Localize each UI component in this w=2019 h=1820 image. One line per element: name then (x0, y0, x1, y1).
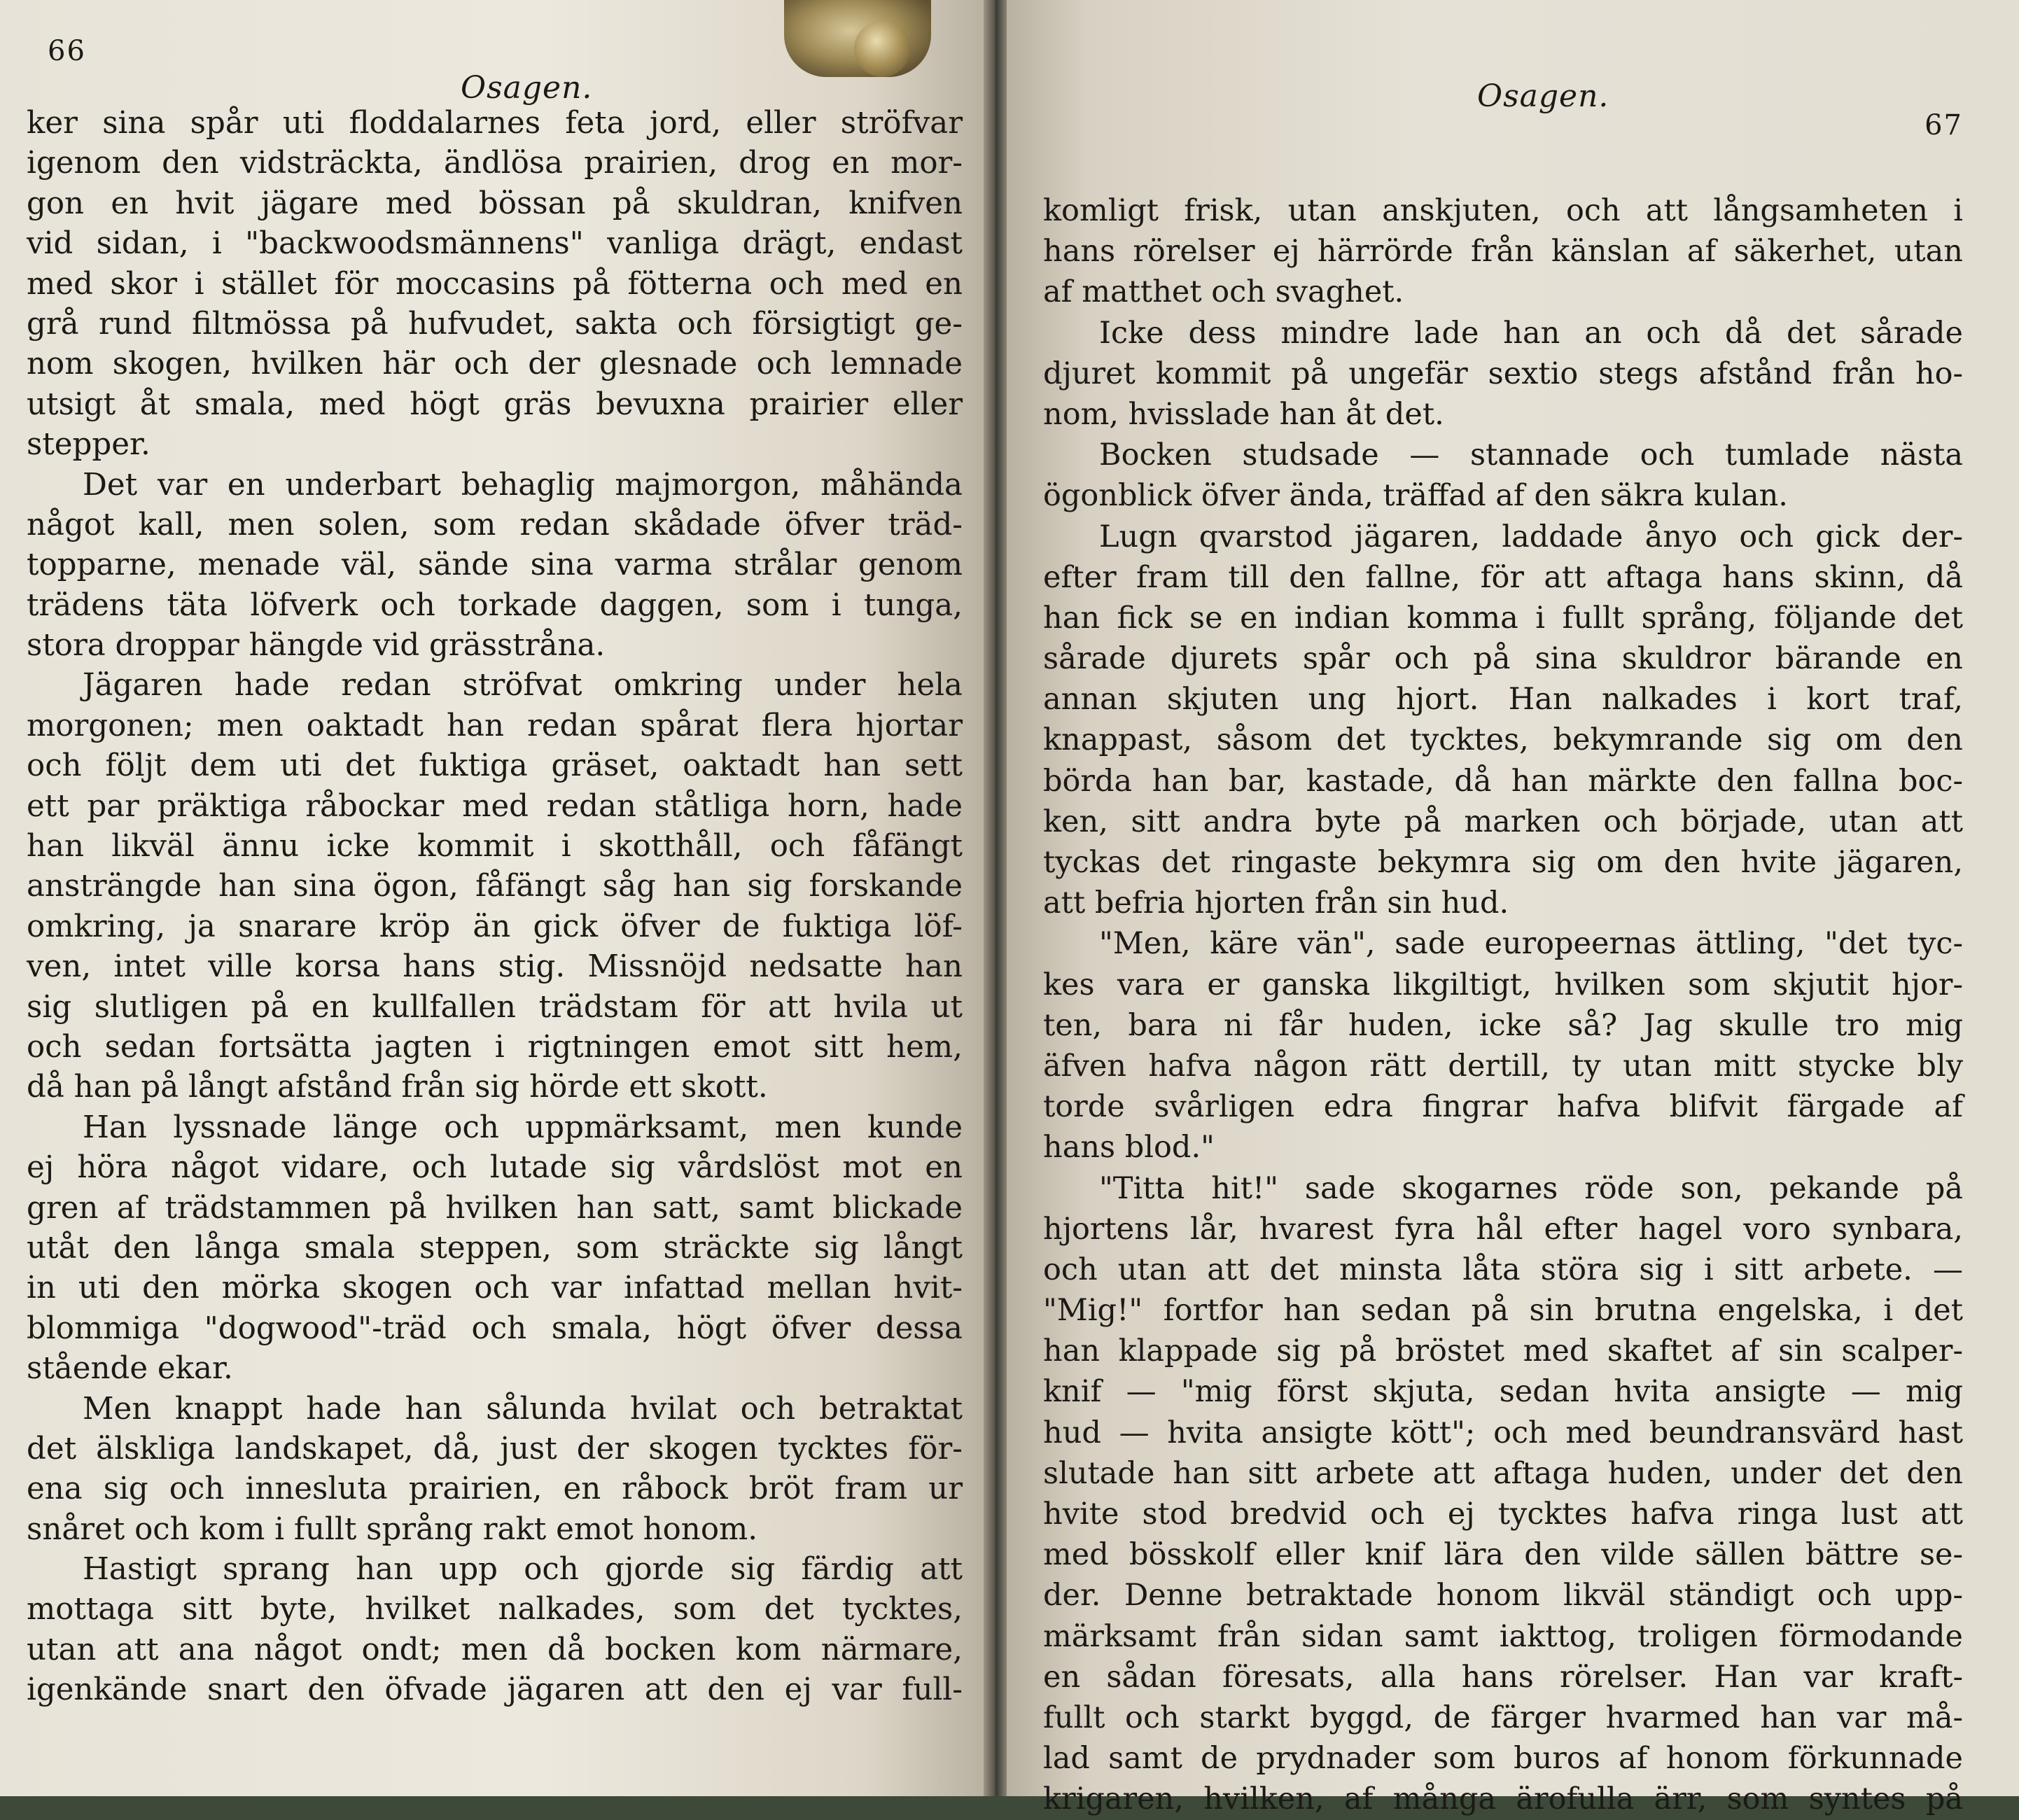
text-line: han fick se en indian komma i fullt språng, följande det (1043, 600, 1963, 636)
text-line: "Mig!" fortfor han sedan på sin brutna engelska, i det (1043, 1293, 1963, 1329)
text-line: krigaren, hvilken, af många ärofulla ärr, som syntes på (1043, 1782, 1963, 1817)
right-running-title: Osagen. (1477, 78, 1609, 114)
text-line: topparne, menade väl, sände sina varma strålar genom (27, 547, 963, 583)
text-line: stepper. (27, 427, 151, 463)
text-line: nom skogen, hvilken här och der glesnade och lemnade (27, 346, 963, 382)
text-line: efter fram till den fallne, för att aftaga hans skinn, då (1043, 559, 1963, 595)
text-line: då han på långt afstånd från sig hörde ett skott. (27, 1070, 768, 1105)
text-line: märksamt från sidan samt iakttog, troligen förmodande (1043, 1618, 1963, 1654)
text-line: snåret och kom i fullt språng rakt emot honom. (27, 1511, 758, 1547)
text-line: af matthet och svaghet. (1043, 274, 1404, 310)
text-line: kes vara er ganska likgiltigt, hvilken som skjutit hjor- (1043, 967, 1963, 1002)
text-line: ven, intet ville korsa hans stig. Missnöjd nedsatte han (27, 949, 963, 985)
text-line: knappast, såsom det tycktes, bekymrande sig om den (1043, 722, 1963, 758)
text-line: grå rund filtmössa på hufvudet, sakta och försigtigt ge- (27, 306, 963, 342)
text-line: trädens täta löfverk och torkade daggen, som i tunga, (27, 587, 963, 623)
text-line: der. Denne betraktade honom likväl ständigt och upp- (1043, 1578, 1963, 1614)
left-page-body-text (27, 104, 963, 1711)
text-line: något kall, men solen, som redan skådade öfver träd- (27, 507, 963, 542)
text-line: igenom den vidsträckta, ändlösa prairien, drog en mor- (27, 146, 963, 181)
text-line: ansträngde han sina ögon, fåfängt såg han sig forskande (27, 869, 963, 904)
text-line: sig slutligen på en kullfallen trädstam för att hvila ut (27, 989, 963, 1025)
text-line: slutade han sitt arbete att aftaga huden, under det den (1043, 1455, 1963, 1491)
text-line: och utan att det minsta låta störa sig i sitt arbete. — (1043, 1252, 1963, 1287)
text-line: äfven hafva någon rätt dertill, ty utan mitt stycke bly (1043, 1048, 1963, 1084)
left-page (0, 0, 984, 1796)
text-line: ken, sitt andra byte på marken och började, utan att (1043, 804, 1963, 839)
text-line: ej höra något vidare, och lutade sig vårdslöst mot en (27, 1150, 963, 1186)
text-line: stående ekar. (27, 1351, 233, 1387)
text-line: torde svårligen edra fingrar hafva blifvit färgade af (1043, 1089, 1963, 1125)
text-line: in uti den mörka skogen och var infattad mellan hvit- (27, 1270, 963, 1306)
text-line: han klappade sig på bröstet med skaftet af sin scalper- (1043, 1334, 1963, 1369)
text-line: hvite stod bredvid och ej tycktes hafva ringa lust att (1043, 1497, 1963, 1532)
text-line: "Titta hit!" sade skogarnes röde son, pekande på (1099, 1170, 1963, 1206)
text-line: Icke dess mindre lade han an och då det sårade (1099, 315, 1963, 351)
text-line: han likväl ännu icke kommit i skotthåll, och fåfängt (27, 829, 963, 864)
text-line: ögonblick öfver ända, träffad af den säkra kulan. (1043, 478, 1788, 514)
text-line: komligt frisk, utan anskjuten, och att långsamheten i (1043, 193, 1963, 228)
text-line: blommiga "dogwood"-träd och smala, högt öfver dessa (27, 1310, 963, 1346)
text-line: Bocken studsade — stannade och tumlade nästa (1099, 438, 1963, 473)
text-line: Han lyssnade länge och uppmärksamt, men kunde (83, 1110, 963, 1145)
text-line: Det var en underbart behaglig majmorgon, måhända (83, 467, 963, 503)
right-page-body-text (1043, 190, 1963, 1820)
text-line: utan att ana något ondt; men då bocken kom närmare, (27, 1632, 963, 1667)
text-line: "Men, käre vän", sade europeernas ättling, "det tyc- (1099, 926, 1963, 962)
text-line: fullt och starkt byggd, de färger hvarmed han var må- (1043, 1700, 1963, 1735)
text-line: att befria hjorten från sin hud. (1043, 886, 1509, 921)
text-line: knif — "mig först skjuta, sedan hvita ansigte — mig (1043, 1374, 1963, 1410)
text-line: det älskliga landskapet, då, just der skogen tycktes för- (27, 1431, 963, 1466)
text-line: med skor i stället för moccasins på fötterna och med en (27, 266, 963, 302)
text-line: ett par präktiga råbockar med redan ståtliga horn, hade (27, 788, 963, 824)
text-line: mottaga sitt byte, hvilket nalkades, som det tycktes, (27, 1592, 963, 1628)
text-line: Men knappt hade han sålunda hvilat och betraktat (83, 1391, 963, 1427)
text-line: nom, hvisslade han åt det. (1043, 396, 1444, 432)
left-page-number: 66 (48, 35, 86, 67)
text-line: lad samt de prydnader som buros af honom förkunnade (1043, 1741, 1963, 1777)
text-line: hud — hvita ansigte kött"; och med beundransvärd hast (1043, 1415, 1963, 1450)
text-line: Hastigt sprang han upp och gjorde sig färdig att (83, 1552, 963, 1588)
right-page (1007, 0, 2019, 1817)
text-line: stora droppar hängde vid grässtråna. (27, 628, 606, 664)
text-line: ker sina spår uti floddalarnes feta jord, eller ströfvar (27, 106, 963, 141)
text-line: tyckas det ringaste bekymra sig om den hvite jägaren, (1043, 845, 1963, 880)
text-line: vid sidan, i "backwoodsmännens" vanliga drägt, endast (27, 226, 963, 262)
text-line: ena sig och innesluta prairien, en råbock bröt fram ur (27, 1471, 963, 1507)
text-line: gren af trädstammen på hvilken han satt, samt blickade (27, 1190, 963, 1226)
text-line: morgonen; men oaktadt han redan spårat flera hjortar (27, 708, 963, 743)
text-line: igenkände snart den öfvade jägaren att den ej var full- (27, 1672, 963, 1708)
text-line: ten, bara ni får huden, icke så? Jag skulle tro mig (1043, 1007, 1963, 1043)
text-line: en sådan föresats, alla hans rörelser. Han var kraft- (1043, 1659, 1963, 1695)
book-gutter (984, 0, 1007, 1796)
text-line: Jägaren hade redan ströfvat omkring under hela (83, 668, 963, 704)
text-line: hans blod." (1043, 1130, 1215, 1166)
text-line: utsigt åt smala, med högt gräs bevuxna prairier eller (27, 386, 963, 422)
text-line: djuret kommit på ungefär sextio stegs afstånd från ho- (1043, 356, 1963, 391)
text-line: hans rörelser ej härrörde från känslan af säkerhet, utan (1043, 234, 1963, 270)
brass-clip-knob (854, 21, 910, 77)
text-line: utåt den långa smala steppen, som sträckte sig långt (27, 1230, 963, 1266)
right-page-number: 67 (1924, 109, 1963, 141)
left-running-title: Osagen. (461, 70, 593, 106)
text-line: börda han bar, kastade, då han märkte den fallna boc- (1043, 763, 1963, 799)
right-page-header (1043, 50, 1963, 141)
text-line: och sedan fortsätta jagten i rigtningen emot sitt hem, (27, 1029, 963, 1065)
text-line: med bösskolf eller knif lära den vilde sällen bättre se- (1043, 1537, 1963, 1573)
text-line: annan skjuten ung hjort. Han nalkades i kort traf, (1043, 682, 1963, 718)
text-line: Lugn qvarstod jägaren, laddade ånyo och gick der- (1099, 519, 1963, 554)
text-line: omkring, ja snarare kröp än gick öfver de fuktiga löf- (27, 909, 963, 944)
text-line: hjortens lår, hvarest fyra hål efter hagel voro synbara, (1043, 1211, 1963, 1247)
text-line: och följt dem uti det fuktiga gräset, oaktadt han sett (27, 748, 963, 784)
text-line: gon en hvit jägare med bössan på skuldran, knifven (27, 186, 963, 221)
text-line: sårade djurets spår och på sina skuldror bärande en (1043, 641, 1963, 677)
